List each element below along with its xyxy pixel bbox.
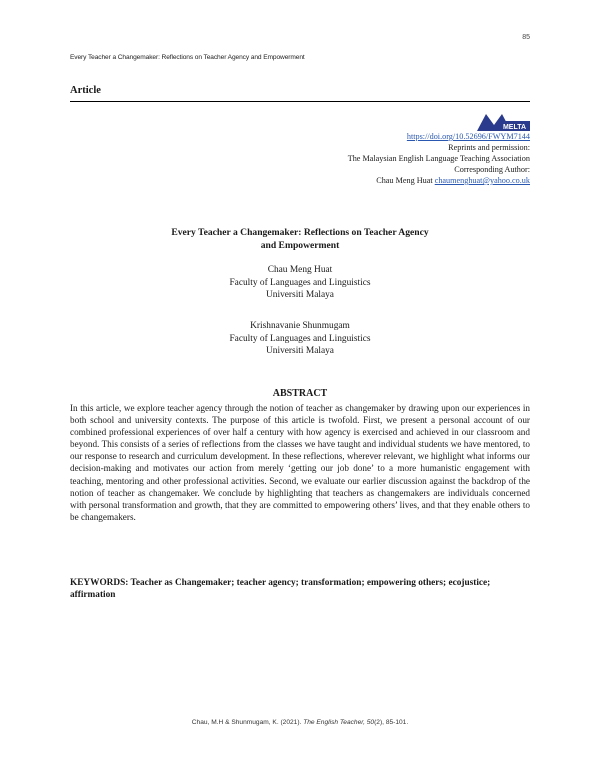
corresponding-author	[376, 176, 530, 187]
doi-link[interactable]: https://doi.org/10.52696/FWYM7144	[406, 132, 530, 141]
reprints-line: Reprints and permission:	[448, 143, 530, 152]
author-faculty: Faculty of Languages and Linguistics	[229, 333, 371, 344]
author-block-2	[70, 320, 530, 358]
doi-line	[407, 132, 530, 143]
keywords: KEYWORDS: Teacher as Changemaker; teacher agency; transformation; empowering others; ecojustice; affirmation	[70, 578, 491, 601]
running-head: Every Teacher a Changemaker: Reflections on Teacher Agency and Empowerment	[70, 54, 305, 61]
article-label: Article	[70, 85, 101, 96]
melta-logo-icon	[477, 112, 530, 131]
author-name: Chau Meng Huat	[267, 265, 333, 275]
footer-issue: (2), 85-101.	[374, 719, 409, 726]
logo-text: MELTA	[502, 124, 527, 131]
author-university: Universiti Malaya	[266, 290, 334, 301]
citation-footer	[70, 719, 530, 726]
abstract-heading: ABSTRACT	[272, 388, 328, 399]
header-divider	[70, 101, 530, 102]
footer-authors: Chau, M.H & Shunmugam, K. (2021).	[191, 719, 304, 726]
title-line-2: and Empowerment	[260, 239, 340, 251]
corresponding-name: Chau Meng Huat	[376, 176, 433, 185]
author-university: Universiti Malaya	[266, 346, 334, 357]
title-line-1: Every Teacher a Changemaker: Reflections on Teacher Agency	[171, 227, 429, 238]
corresponding-email-link[interactable]: chaumenghuat@yahoo.co.uk	[434, 176, 530, 185]
footer-journal: The English Teacher, 50	[303, 719, 375, 726]
association-line: The Malaysian English Language Teaching Association	[347, 154, 530, 163]
author-name: Krishnavanie Shunmugam	[250, 321, 350, 331]
corresponding-label: Corresponding Author:	[454, 165, 530, 174]
author-faculty: Faculty of Languages and Linguistics	[229, 277, 371, 288]
abstract-text: In this article, we explore teacher agency through the notion of teacher as changemaker by drawing upon our experiences in both school and university contexts. The purpose of this article is twofold. First, we present a personal account of our combined professional experiences of over half a century with how agency is exercised and achieved in our classroom and beyond. This consists of a series of reflections from the classes we have taught and individual students we have mentored, to our response to research and curriculum development. In these reflections, wherever relevant, we highlight what informs our decision-making and motivates our action from merely ‘getting our job done’ to a more humanistic engagement with teaching, mentoring and other professional activities. Second, we evaluate our earlier discussion against the backdrop of the notion of teacher as changemaker. We conclude by highlighting that teachers as changemakers are individuals concerned with personal transformation and growth, that they are committed to empowering others’ lives, and that they enable others to be changemakers.	[70, 403, 530, 522]
paper-title	[70, 227, 530, 252]
author-block-1	[70, 264, 530, 302]
page-number: 85	[522, 34, 530, 41]
